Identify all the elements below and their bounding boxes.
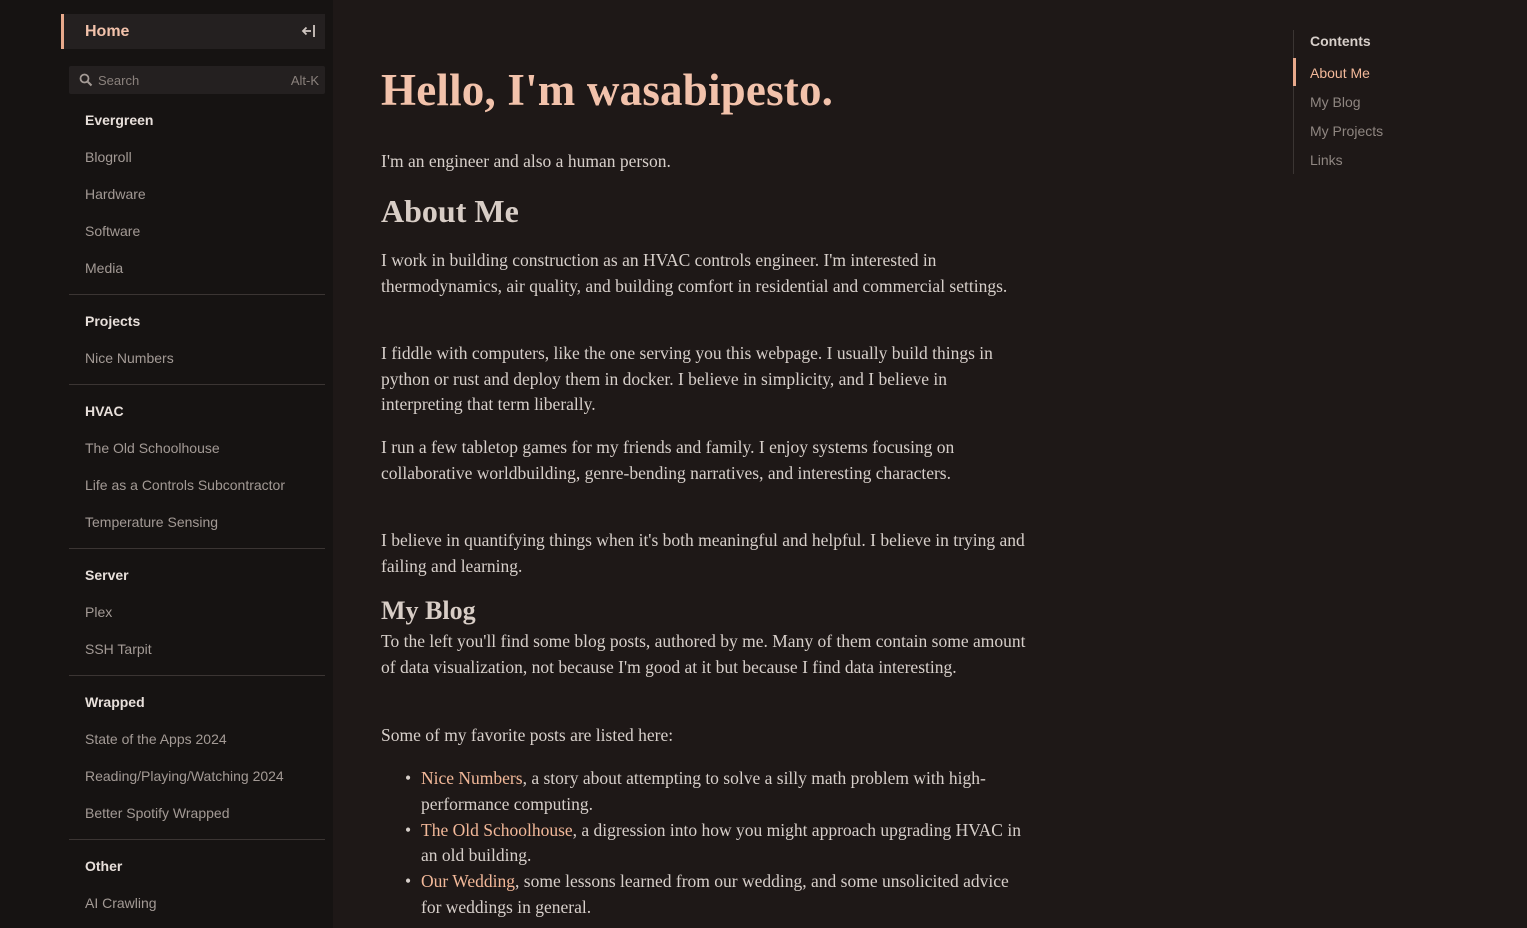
sidebar-item-blogroll[interactable]: Blogroll [85,149,132,165]
search-input[interactable] [98,70,278,90]
toc-item-my-blog[interactable]: My Blog [1310,94,1361,110]
section-title: Wrapped [85,694,145,710]
sidebar-item-hardware[interactable]: Hardware [85,186,146,202]
favorite-posts-list [381,766,1026,921]
toc-item-my-projects[interactable]: My Projects [1310,123,1384,139]
bullet-icon: • [405,819,412,840]
table-of-contents [1293,30,1494,174]
blog-paragraph: Some of my favorite posts are listed here: [381,725,674,745]
section-title: HVAC [85,403,124,419]
section-title: Other [85,858,123,874]
about-paragraph: I work in building construction as an HVAC controls engineer. I'm interested in thermodynamics, air quality, and building comfort in residential and commercial settings. [381,250,1008,296]
sidebar-item-software[interactable]: Software [85,223,141,239]
our-wedding-link[interactable]: Our Wedding [421,871,516,891]
nav-section-other [69,847,325,928]
nav-section-server [69,556,325,676]
old-schoolhouse-link[interactable]: The Old Schoolhouse [421,819,573,840]
about-paragraph: I fiddle with computers, like the one serving you this webpage. I usually build things in python or rust and deploy them in docker. I believe in simplicity, and I believe in interpreting that term liberally. [381,343,993,414]
page-title: Hello, I'm wasabipesto. [381,65,834,115]
sidebar-item-ssh-tarpit[interactable]: SSH Tarpit [85,641,152,657]
nav-section-evergreen [69,101,325,295]
search-box[interactable] [69,66,325,94]
section-title: Projects [85,313,141,329]
sidebar-item-reading-playing-watching[interactable]: Reading/Playing/Watching 2024 [85,768,284,784]
sidebar-item-better-spotify-wrapped[interactable]: Better Spotify Wrapped [85,805,230,821]
sidebar-home-link[interactable] [61,14,325,49]
list-item [381,766,1026,817]
search-shortcut-hint: Alt-K [290,73,319,88]
favorite-description: , a digression into how you might approach upgrading HVAC in an old building. [421,819,1021,865]
favorite-description: , some lessons learned from our wedding, and some unsolicited advice for weddings in general. [421,871,1009,917]
list-item [381,818,1026,869]
section-title: Evergreen [85,112,154,128]
nav-section-wrapped [69,683,325,840]
nice-numbers-link[interactable]: Nice Numbers [421,768,523,788]
about-paragraph: I believe in quantifying things when it's both meaningful and helpful. I believe in trying and failing and learning. [381,530,1025,576]
blog-paragraph: To the left you'll find some blog posts, authored by me. Many of them contain some amount of data visualization, not because I'm good at it but because I find data interesting. [381,631,1026,677]
collapse-sidebar-icon[interactable] [301,22,317,40]
sidebar-item-media[interactable]: Media [85,260,124,276]
section-title: Server [85,567,129,583]
my-blog-heading: My Blog [381,596,476,625]
toc-item-about-me[interactable]: About Me [1310,65,1370,81]
nav-section-hvac [69,392,325,549]
sidebar-item-old-schoolhouse[interactable]: The Old Schoolhouse [85,440,220,456]
bullet-icon: • [405,871,412,891]
about-paragraph: I run a few tabletop games for my friends and family. I enjoy systems focusing on collaborative worldbuilding, genre-bending narratives, and interesting characters. [381,437,955,483]
intro-paragraph: I'm an engineer and also a human person. [381,151,671,171]
sidebar-item-state-of-the-apps[interactable]: State of the Apps 2024 [85,731,227,747]
sidebar-item-ai-crawling[interactable]: AI Crawling [85,895,157,911]
about-me-heading: About Me [381,193,519,229]
favorite-description: , a story about attempting to solve a silly math problem with high-performance computing. [421,768,986,814]
home-label: Home [85,23,130,40]
toc-item-links[interactable]: Links [1310,152,1343,168]
toc-title: Contents [1310,33,1371,49]
sidebar-item-temperature-sensing[interactable]: Temperature Sensing [85,514,219,530]
toc-active-indicator [1293,58,1296,86]
sidebar-item-nice-numbers[interactable]: Nice Numbers [85,350,174,366]
search-icon [79,73,93,87]
list-item [381,869,1026,920]
bullet-icon: • [405,768,412,788]
nav-section-projects [69,302,325,385]
sidebar-item-controls-subcontractor[interactable]: Life as a Controls Subcontractor [85,477,285,493]
sidebar [0,0,333,928]
sidebar-item-plex[interactable]: Plex [85,604,113,620]
